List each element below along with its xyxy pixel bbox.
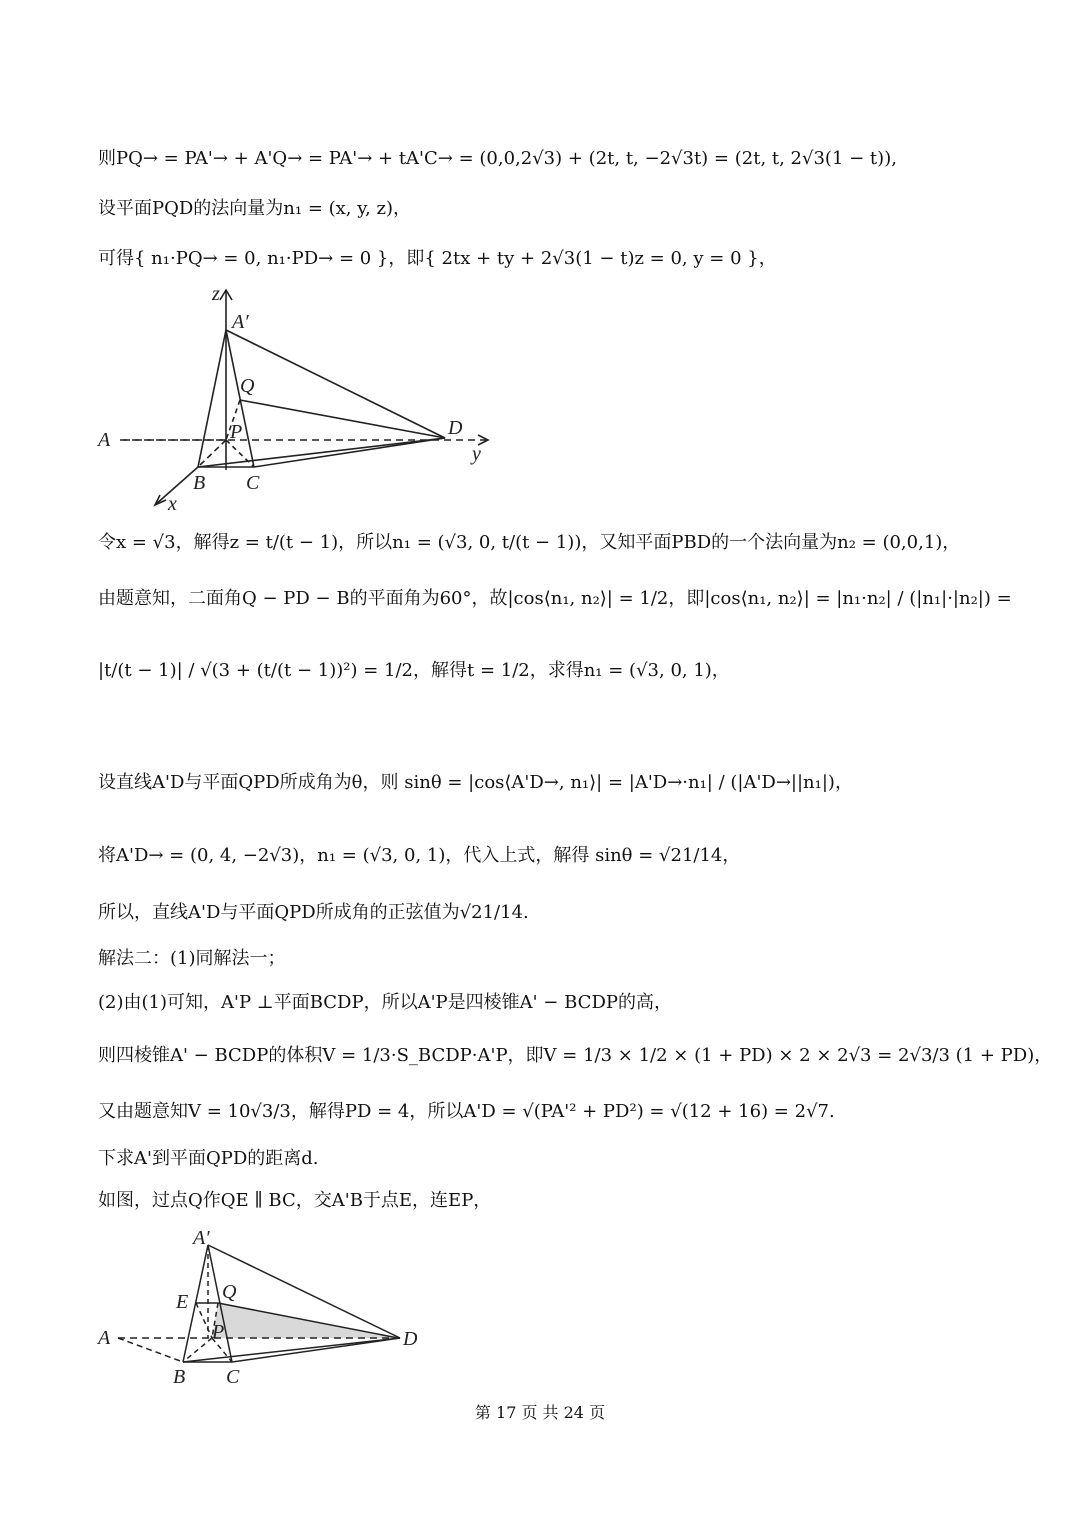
fig1-label-p: P xyxy=(230,421,243,443)
text-line-7: 设直线A'D与平面QPD所成角为θ，则 sinθ = |cos⟨A'D→, n₁⟩| = |A'D→·n₁| / (|A'D→||n₁|)， xyxy=(98,772,853,793)
fig2-label-a: A xyxy=(98,1327,111,1349)
fig1-label-a: A xyxy=(98,429,111,451)
text-line-8: 将A'D→ = (0, 4, −2√3)，n₁ = (√3, 0, 1)，代入上式，解得 sinθ = √21/14， xyxy=(98,845,741,866)
text-line-4: 令x = √3，解得z = t/(t − 1)，所以n₁ = (√3, 0, t/(t − 1))，又知平面PBD的一个法向量为n₂ = (0,0,1)， xyxy=(98,532,961,553)
text-line-6: |t/(t − 1)| / √(3 + (t/(t − 1))²) = 1/2，解得t = 1/2，求得n₁ = (√3, 0, 1)， xyxy=(98,660,730,681)
fig2-label-p: P xyxy=(212,1321,225,1343)
fig2-label-b: B xyxy=(173,1366,186,1388)
fig2-label-c: C xyxy=(226,1366,240,1388)
text-line-13: 又由题意知V = 10√3/3，解得PD = 4，所以A'D = √(PA'² + PD²) = √(12 + 16) = 2√7. xyxy=(98,1101,835,1122)
fig1-label-b: B xyxy=(193,472,206,494)
text-line-12: 则四棱锥A' − BCDP的体积V = 1/3·S_BCDP·A'P，即V = 1/3 × 1/2 × (1 + PD) × 2 × 2√3 = 2√3/3 (1 + PD)， xyxy=(98,1045,1053,1066)
text-line-10: 解法二：(1)同解法一； xyxy=(98,948,286,969)
text-line-5: 由题意知，二面角Q − PD − B的平面角为60°，故|cos⟨n₁, n₂⟩| = 1/2，即|cos⟨n₁, n₂⟩| = |n₁·n₂| / (|n₁|·|n₂|) = xyxy=(98,588,1012,609)
text-line-11: (2)由(1)可知，A'P ⊥平面BCDP，所以A'P是四棱锥A' − BCDP的高， xyxy=(98,992,672,1013)
text-line-1: 则PQ→ = PA'→ + A'Q→ = PA'→ + tA'C→ = (0,0,2√3) + (2t, t, −2√3t) = (2t, t, 2√3(1 − t)), xyxy=(98,148,897,169)
text-line-2: 设平面PQD的法向量为n₁ = (x, y, z)， xyxy=(98,198,411,219)
figure-2-pyramid-shaded xyxy=(95,1222,435,1390)
fig1-label-d: D xyxy=(448,417,463,439)
text-line-9: 所以，直线A'D与平面QPD所成角的正弦值为√21/14. xyxy=(98,902,529,923)
text-line-14: 下求A'到平面QPD的距离d. xyxy=(98,1148,319,1169)
fig1-label-y: y xyxy=(472,443,481,465)
fig2-label-q: Q xyxy=(222,1281,237,1303)
text-line-3: 可得{ n₁·PQ→ = 0, n₁·PD→ = 0 }，即{ 2tx + ty + 2√3(1 − t)z = 0, y = 0 }， xyxy=(98,248,777,269)
fig1-label-z: z xyxy=(212,285,220,305)
fig1-label-a-prime: A′ xyxy=(232,311,249,333)
figure-1-pyramid xyxy=(95,285,495,515)
page-footer: 第 17 页 共 24 页 xyxy=(474,1403,606,1422)
fig1-label-x: x xyxy=(168,493,177,515)
fig1-label-c: C xyxy=(246,472,260,494)
fig1-label-q: Q xyxy=(240,375,255,397)
text-line-15: 如图，过点Q作QE ∥ BC，交A'B于点E，连EP， xyxy=(98,1190,492,1211)
fig2-label-a-prime: A′ xyxy=(193,1227,210,1249)
fig2-label-d: D xyxy=(403,1328,418,1350)
fig2-label-e: E xyxy=(176,1291,189,1313)
